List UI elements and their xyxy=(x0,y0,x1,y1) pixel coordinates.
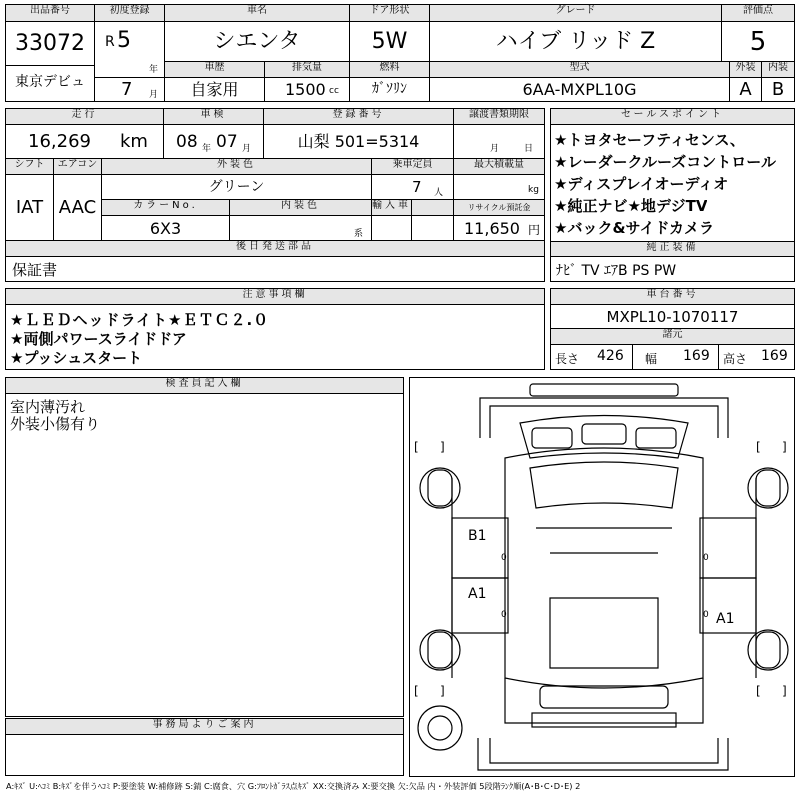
bracket-left-4: [ xyxy=(756,684,761,698)
import-cell-b xyxy=(412,216,454,241)
grade: ハイブ リッド Z xyxy=(430,22,722,62)
grade-label: グレード xyxy=(430,5,722,22)
int-grade: B xyxy=(771,79,785,100)
legend: A:ｷｽﾞ U:ﾍｺﾐ B:ｷｽﾞを伴うﾍｺﾐ P:要塗装 W:補修跡 S:錆 C:腐食、穴 G:ﾌﾛﾝﾄｶﾞﾗｽ点ｷｽﾞ XX:交換済み X:要交換 欠:欠品 内・外装評価 5段階ﾗﾝｸ順(A･B･C･D･E) 2 xyxy=(6,781,581,791)
reg-year: 5 xyxy=(117,28,131,53)
damage-mark-a1-right: A1 xyxy=(716,611,735,627)
mileage-cell xyxy=(6,125,164,159)
int-color-label: 内装色 xyxy=(230,200,372,216)
zero-mark-2: 0 xyxy=(501,610,507,620)
zero-mark-4: 0 xyxy=(703,610,709,620)
history: 自家用 xyxy=(165,78,265,101)
car-name-label: 車名 xyxy=(165,5,350,22)
notes-line-3: ★プッシュスタート xyxy=(10,349,143,367)
sales-label: セールスポイント xyxy=(551,109,794,125)
int-grade-label: 内装 xyxy=(762,62,794,78)
recycle-label: リサイクル預託金 xyxy=(454,200,544,216)
ext-grade-label: 外装 xyxy=(730,62,762,78)
max-load-cell xyxy=(454,175,544,200)
import-spacer xyxy=(412,200,454,216)
length: 426 xyxy=(597,348,624,364)
displacement: 1500 xyxy=(285,80,326,99)
fuel-label: 燃料 xyxy=(350,62,430,78)
fuel: ｶﾞｿﾘﾝ xyxy=(350,78,430,101)
int-color-cell xyxy=(230,216,372,241)
notes-line-1: ★ＬＥＤヘッドライト★ＥＴＣ２.０ xyxy=(10,311,270,329)
capacity: 7 xyxy=(412,178,422,196)
equipment: ﾅﾋﾞ TV ｴｱB PS PW xyxy=(556,263,677,279)
transfer-label: 譲渡書類期限 xyxy=(454,109,544,125)
sales-line-2: ★レーダークルーズコントロール xyxy=(554,153,776,171)
bracket-right-2: ] xyxy=(782,440,787,454)
inspector-line-2: 外装小傷有り xyxy=(10,415,101,433)
zero-mark-3: 0 xyxy=(703,553,709,563)
equipment-label: 純正装備 xyxy=(551,241,794,257)
door-type: 5W xyxy=(350,22,430,62)
dims-height-cell xyxy=(719,345,794,369)
inspection-month: 07 xyxy=(216,132,238,152)
capacity-label: 乗車定員 xyxy=(372,159,454,175)
displacement-cell xyxy=(265,78,350,101)
sales-line-1: ★トヨタセーフティセンス、 xyxy=(554,131,745,149)
shift-label: シフト xyxy=(6,159,54,175)
max-load-label: 最大積載量 xyxy=(454,159,544,175)
import-cell-a xyxy=(372,216,412,241)
ac: AAC xyxy=(54,175,102,241)
mileage: 16,269 xyxy=(28,131,91,152)
ac-label: エアコン xyxy=(54,159,102,175)
model: 6AA-MXPL10G xyxy=(430,78,730,101)
reg-year-unit: 年 xyxy=(149,65,159,75)
displacement-label: 排気量 xyxy=(265,62,350,78)
first-reg-label: 初度登録 xyxy=(95,5,165,22)
import-label: 輸入車 xyxy=(372,200,412,216)
recycle: 11,650 xyxy=(464,219,520,238)
car-diagram-svg xyxy=(410,378,795,777)
car-name: シエンタ xyxy=(165,22,350,62)
displacement-unit: cc xyxy=(329,86,339,96)
reg-month: 7 xyxy=(121,79,133,100)
recycle-unit: 円 xyxy=(528,223,541,237)
damage-mark-b1: B1 xyxy=(468,528,487,544)
score: 5 xyxy=(722,22,794,62)
max-load-unit: kg xyxy=(528,185,539,195)
bracket-left-3: [ xyxy=(414,684,419,698)
mileage-unit: km xyxy=(120,131,148,152)
zero-mark-1: 0 xyxy=(501,553,507,563)
inspector-label: 検査員記入欄 xyxy=(6,378,403,394)
office-label: 事務局よりご案内 xyxy=(6,719,403,735)
inspection-label: 車検 xyxy=(164,109,264,125)
dims-label: 諸元 xyxy=(551,329,794,345)
car-diagram xyxy=(409,377,795,777)
damage-mark-a1-left: A1 xyxy=(468,586,487,602)
lot-label: 出品番号 xyxy=(6,5,95,22)
dims-width-cell xyxy=(633,345,719,369)
reg-month-unit: 月 xyxy=(149,90,159,100)
ext-color: グリーン xyxy=(102,175,372,200)
bracket-left-2: [ xyxy=(756,440,761,454)
bracket-right-3: ] xyxy=(440,684,445,698)
chassis-number: MXPL10-1070117 xyxy=(551,305,794,329)
transfer-cell xyxy=(454,125,544,159)
dims-length-cell xyxy=(551,345,633,369)
transfer-month: 月 xyxy=(490,144,500,154)
inspection-cell xyxy=(164,125,264,159)
later-parts-label: 後日発送部品 xyxy=(6,241,544,257)
height-label: 高さ xyxy=(723,352,748,366)
recycle-cell xyxy=(454,216,544,241)
notes-label: 注意事項欄 xyxy=(6,289,544,305)
width: 169 xyxy=(683,348,710,364)
capacity-unit: 人 xyxy=(434,188,444,198)
ext-color-label: 外装色 xyxy=(102,159,372,175)
height: 169 xyxy=(761,348,788,364)
first-reg-year-cell xyxy=(95,22,165,78)
model-label: 型式 xyxy=(430,62,730,78)
color-no: 6X3 xyxy=(102,216,230,241)
inspection-year: 08 xyxy=(176,132,198,152)
mileage-label: 走行 xyxy=(6,109,164,125)
bracket-right-1: ] xyxy=(440,440,445,454)
ext-grade: A xyxy=(730,78,762,101)
color-no-label: カラーNo. xyxy=(102,200,230,216)
width-label: 幅 xyxy=(645,352,658,366)
lot-number: 33072 xyxy=(6,22,95,66)
later-parts: 保証書 xyxy=(12,261,58,279)
door-label: ドア形状 xyxy=(350,5,430,22)
sales-line-5: ★バック&サイドカメラ xyxy=(554,219,715,237)
int-color-unit: 系 xyxy=(354,229,364,239)
bracket-right-4: ] xyxy=(782,684,787,698)
bracket-left-1: [ xyxy=(414,440,419,454)
inspection-year-unit: 年 xyxy=(202,144,212,154)
venue: 東京デビュ xyxy=(6,66,95,101)
first-reg-month-cell xyxy=(95,78,165,101)
capacity-cell xyxy=(372,175,454,200)
score-label: 評価点 xyxy=(722,5,794,22)
history-label: 車歴 xyxy=(165,62,265,78)
chassis-label: 車台番号 xyxy=(551,289,794,305)
inspector-line-1: 室内薄汚れ xyxy=(10,398,86,416)
shift: IAT xyxy=(6,175,54,241)
plate-label: 登録番号 xyxy=(264,109,454,125)
sales-line-3: ★ディスプレイオーディオ xyxy=(554,175,729,193)
inspection-month-unit: 月 xyxy=(242,144,252,154)
notes-line-2: ★両側パワースライドドア xyxy=(10,330,187,348)
era: R xyxy=(105,34,115,50)
length-label: 長さ xyxy=(555,352,580,366)
sales-line-4: ★純正ナビ★地デジTV xyxy=(554,197,708,215)
plate: 山梨 501=5314 xyxy=(264,125,454,159)
transfer-day: 日 xyxy=(524,144,534,154)
